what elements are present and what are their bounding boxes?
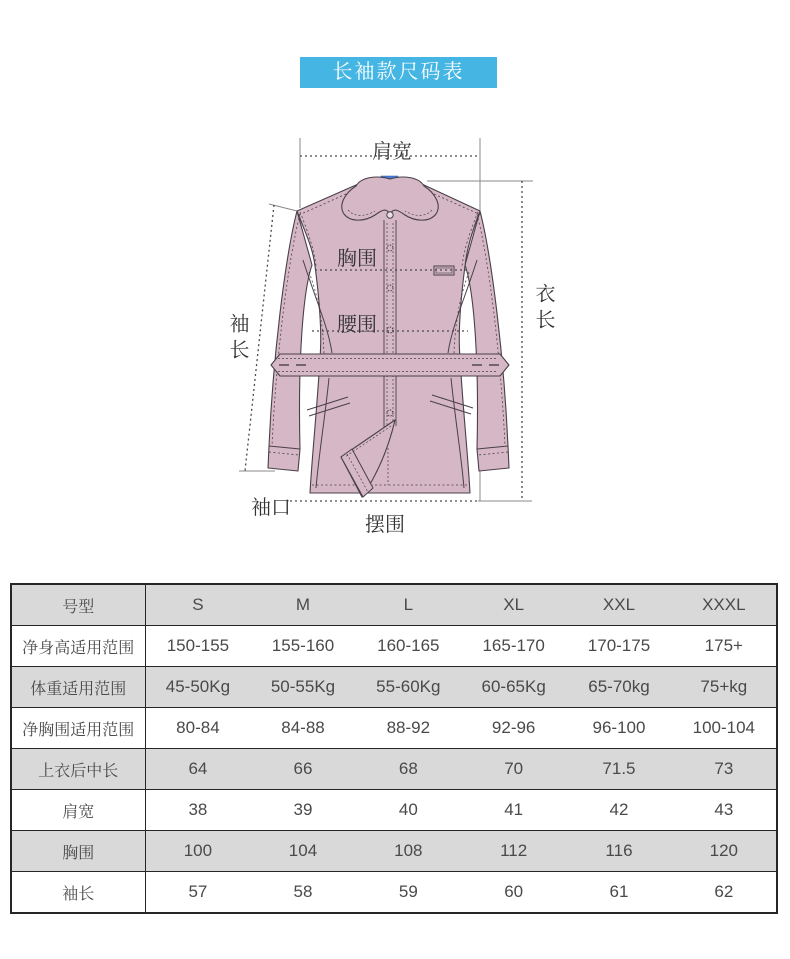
left-sleeve: [268, 211, 312, 471]
table-cell: 61: [566, 872, 671, 914]
table-row: [11, 831, 777, 872]
table-cell: 42: [566, 790, 671, 831]
waist-belt: [271, 354, 509, 376]
right-sleeve: [465, 211, 509, 471]
table-cell: 68: [356, 749, 461, 790]
col-header: L: [356, 584, 461, 626]
table-cell: 41: [461, 790, 566, 831]
table-header-row: [11, 584, 777, 626]
table-cell: 150-155: [145, 626, 250, 667]
table-cell: 59: [356, 872, 461, 914]
table-row: [11, 790, 777, 831]
table-row: [11, 749, 777, 790]
table-row: [11, 626, 777, 667]
table-cell: 84-88: [250, 708, 355, 749]
table-cell: 160-165: [356, 626, 461, 667]
label-waist: 腰围: [337, 314, 377, 336]
col-header: 号型: [11, 584, 145, 626]
table-cell: 55-60Kg: [356, 667, 461, 708]
label-garment-length: 衣长: [532, 283, 554, 335]
row-label: 肩宽: [11, 790, 145, 831]
table-cell: 96-100: [566, 708, 671, 749]
label-sleeve-length: 袖长: [226, 313, 248, 365]
table-cell: 43: [672, 790, 777, 831]
collar: [342, 176, 438, 220]
table-cell: 73: [672, 749, 777, 790]
body-panel: [297, 181, 480, 494]
table-cell: 58: [250, 872, 355, 914]
table-cell: 39: [250, 790, 355, 831]
table-cell: 60: [461, 872, 566, 914]
table-cell: 80-84: [145, 708, 250, 749]
col-header: XXXL: [672, 584, 777, 626]
table-cell: 175+: [672, 626, 777, 667]
jacket-body: [268, 181, 509, 494]
label-shoulder-width: 肩宽: [372, 141, 412, 163]
label-cuff: 袖口: [251, 497, 291, 519]
col-header: XL: [461, 584, 566, 626]
table-cell: 88-92: [356, 708, 461, 749]
row-label: 胸围: [11, 831, 145, 872]
garment-diagram: [175, 108, 615, 548]
row-label: 袖长: [11, 872, 145, 914]
table-row: [11, 708, 777, 749]
row-label: 净胸围适用范围: [11, 708, 145, 749]
page-title: 长袖款尺码表: [332, 61, 465, 83]
row-label: 上衣后中长: [11, 749, 145, 790]
table-cell: 45-50Kg: [145, 667, 250, 708]
table-cell: 112: [461, 831, 566, 872]
table-cell: 57: [145, 872, 250, 914]
table-cell: 50-55Kg: [250, 667, 355, 708]
table-cell: 170-175: [566, 626, 671, 667]
table-cell: 92-96: [461, 708, 566, 749]
table-row: [11, 872, 777, 914]
table-cell: 66: [250, 749, 355, 790]
row-label: 体重适用范围: [11, 667, 145, 708]
col-header: XXL: [566, 584, 671, 626]
table-cell: 62: [672, 872, 777, 914]
table-cell: 38: [145, 790, 250, 831]
col-header: M: [250, 584, 355, 626]
table-cell: 165-170: [461, 626, 566, 667]
collar-button: [387, 212, 393, 218]
table-cell: 100-104: [672, 708, 777, 749]
table-cell: 60-65Kg: [461, 667, 566, 708]
title-badge: [300, 57, 497, 88]
table-cell: 155-160: [250, 626, 355, 667]
table-row: [11, 667, 777, 708]
table-cell: 64: [145, 749, 250, 790]
label-hem: 摆围: [365, 514, 405, 536]
table-cell: 116: [566, 831, 671, 872]
table-cell: 65-70kg: [566, 667, 671, 708]
col-header: S: [145, 584, 250, 626]
table-cell: 70: [461, 749, 566, 790]
row-label: 净身高适用范围: [11, 626, 145, 667]
table-cell: 71.5: [566, 749, 671, 790]
table-cell: 120: [672, 831, 777, 872]
table-cell: 100: [145, 831, 250, 872]
table-cell: 75+kg: [672, 667, 777, 708]
label-chest: 胸围: [337, 248, 377, 270]
table-cell: 108: [356, 831, 461, 872]
size-table: [10, 583, 778, 914]
table-cell: 40: [356, 790, 461, 831]
table-cell: 104: [250, 831, 355, 872]
